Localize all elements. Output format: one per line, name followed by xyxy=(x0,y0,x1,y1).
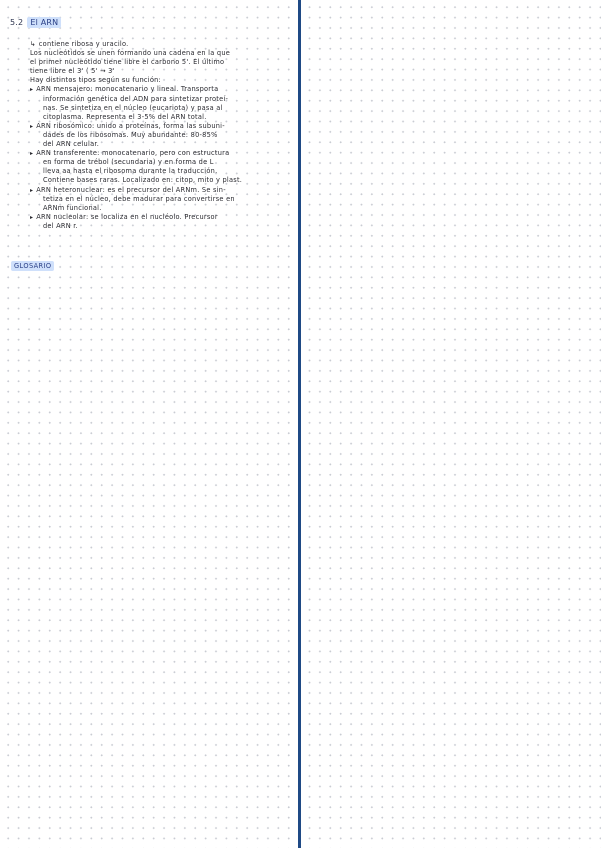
note-line: tetiza en el núcleo, debe madurar para convertirse en xyxy=(43,194,235,203)
note-line: ▸ ARN transferente: monocatenario, pero con estructura xyxy=(30,149,292,158)
note-line: información genética del ADN para sintetizar proteí- xyxy=(43,94,229,103)
note-line: citoplasma. Representa el 3-5% del ARN total. xyxy=(43,112,207,121)
note-line: el primer nucleótido tiene libre el carbono 5'. El último xyxy=(30,58,225,67)
section-heading xyxy=(10,17,61,28)
note-line: ↳ contiene ribosa y uracilo. xyxy=(30,40,292,49)
note-line: ▸ ARN nucleolar: se localiza en el nucléolo. Precursor xyxy=(30,213,292,222)
notes-body xyxy=(30,40,292,231)
section-number: 5.2 xyxy=(10,18,24,27)
glossary-heading: GLOSARIO xyxy=(11,261,54,271)
note-line: del ARN celular. xyxy=(43,140,100,149)
note-line: Los nucleótidos se unen formando una cadena en la que xyxy=(30,49,231,58)
note-line: en forma de trébol (secundaria) y en forma de L xyxy=(43,158,214,167)
note-line: dades de los ribosomas. Muy abundante: 80-85% xyxy=(43,130,218,139)
note-line: lleva aa hasta el ribosoma durante la traducción. xyxy=(43,167,218,176)
note-line: Hay distintos tipos según su función: xyxy=(30,76,162,85)
note-line: del ARN r. xyxy=(43,221,78,230)
notebook-page xyxy=(0,0,298,848)
note-line: Contiene bases raras. Localizado en: citop, mito y plast. xyxy=(43,176,243,185)
section-title: El ARN xyxy=(27,17,61,28)
page-divider xyxy=(298,0,301,848)
note-line: ▸ ARN heteronuclear: es el precursor del ARNm. Se sin- xyxy=(30,186,292,195)
note-line: ARNm funcional. xyxy=(43,203,102,212)
note-line: ▸ ARN ribosómico: unido a proteínas, forma las subuni- xyxy=(30,122,292,131)
note-line: nas. Se sintetiza en el núcleo (eucariota) y pasa al xyxy=(43,103,223,112)
note-line: tiene libre el 3' ( 5' → 3' xyxy=(30,67,115,76)
note-line: ▸ ARN mensajero: monocatenario y lineal. Transporta xyxy=(30,85,292,94)
